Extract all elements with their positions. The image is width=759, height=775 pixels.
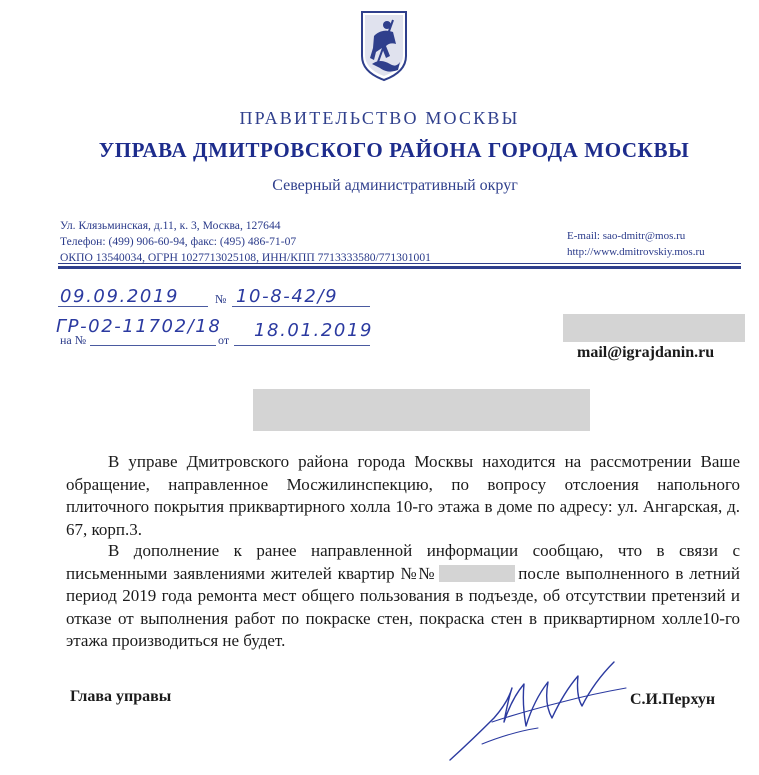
address-line: Ул. Клязьминская, д.11, к. 3, Москва, 127644	[60, 219, 281, 232]
number-underline	[232, 306, 370, 307]
date-underline	[58, 306, 208, 307]
incoming-number: ГР-02-11702/18	[56, 316, 222, 337]
phone-line: Телефон: (499) 906-60-94, факс: (495) 486-71-07	[60, 235, 297, 248]
header-divider-thick	[58, 266, 741, 269]
signatory-title: Глава управы	[70, 688, 172, 705]
header-divider-thin	[58, 263, 741, 264]
codes-line: ОКПО 13540034, ОГРН 1027713025108, ИНН/КПП 7713333580/771301001	[60, 251, 431, 264]
signatory-name: С.И.Перхун	[630, 691, 716, 708]
government-title: ПРАВИТЕЛЬСТВО МОСКВЫ	[239, 108, 520, 128]
body-paragraph-1: В управе Дмитровского района города Москвы находится на рассмотрении Ваше обращение, направленное Мосжилинспекцию, по вопросу отслоения напольного плиточного покрытия приквартирного холла 10-го этажа в доме по адресу: ул. Ангарская, д. 67, корп.3.	[66, 452, 740, 539]
email-line: E-mail: sao-dmitr@mos.ru	[567, 230, 686, 242]
incoming-number-label: на №	[60, 333, 87, 347]
outgoing-number: 10-8-42/9	[236, 286, 339, 307]
incoming-date-label: от	[218, 333, 230, 347]
paragraph-2-start: В дополнение к ранее направленной информации сообщаю, что в связи с письменными заявлениями жителей квартир №№	[66, 541, 740, 583]
incoming-date-underline	[234, 345, 370, 346]
contact-details	[60, 218, 431, 266]
online-contacts	[567, 228, 705, 260]
number-label: №	[215, 292, 227, 306]
incoming-number-underline	[90, 345, 216, 346]
incoming-date: 18.01.2019	[254, 320, 374, 341]
district-subtitle: Северный административный округ	[272, 177, 518, 194]
body-paragraph-2	[66, 540, 740, 653]
handwritten-signature	[442, 648, 632, 768]
website-line: http://www.dmitrovskiy.mos.ru	[567, 246, 705, 258]
moscow-coat-of-arms-icon	[360, 8, 408, 82]
paragraph-2-end: после выполненного в летний период 2019 года ремонта мест общего пользования в подъезде, об отсутствии претензий и отказе от выполнения работ по покраске стен, покраска стен в приквартирном холле10-го этажа производиться не будет.	[66, 563, 740, 650]
redacted-apartment-numbers	[439, 565, 515, 582]
outgoing-date: 09.09.2019	[60, 286, 180, 307]
organization-title: УПРАВА ДМИТРОВСКОГО РАЙОНА ГОРОДА МОСКВЫ	[98, 138, 690, 162]
redacted-addressee	[563, 314, 745, 342]
addressee-email: mail@igrajdanin.ru	[577, 344, 715, 361]
redacted-salutation	[253, 389, 590, 431]
